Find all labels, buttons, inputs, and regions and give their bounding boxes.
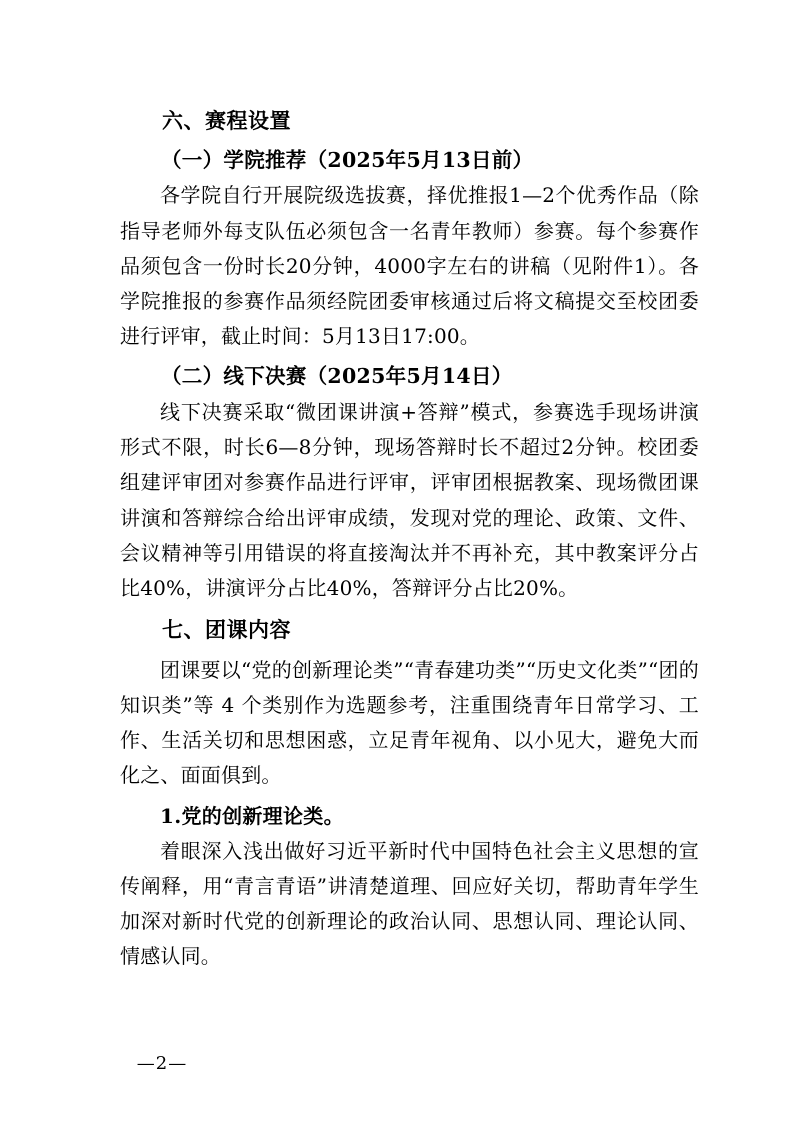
document-body <box>120 105 699 974</box>
item-heading-party-theory: 1.党的创新理论类。 <box>160 803 344 828</box>
paragraph-college-recommend: 各学院自行开展院级选拔赛，择优推报1—2个优秀作品（除指导老师外每支队伍必须包含一名青年教师）参赛。每个参赛作品须包含一份时长20分钟，4000字左右的讲稿（见附件1）。各学院推报的参赛作品须经院团委审核通过后将文稿提交至校团委进行评审，截止时间：5月13日17:00。 <box>120 183 699 349</box>
paragraph-offline-final: 线下决赛采取“微团课讲演+答辩”模式，参赛选手现场讲演形式不限，时长6—8分钟，现场答辩时长不超过2分钟。校团委组建评审团对参赛作品进行评审，评审团根据教案、现场微团课讲演和答辩综合给出评审成绩，发现对党的理论、政策、文件、会议精神等引用错误的将直接淘汰并不再补充，其中教案评分占比40%，讲演评分占比40%，答辩评分占比20%。 <box>120 400 699 601</box>
section-heading-six: 六、赛程设置 <box>162 108 291 133</box>
subsection-heading-college-recommend: （一）学院推荐（2025年5月13日前） <box>161 147 534 172</box>
section-heading-seven: 七、团课内容 <box>162 617 291 643</box>
page-number: —2— <box>136 1053 188 1074</box>
subsection-heading-offline-final: （二）线下决赛（2025年5月14日） <box>161 364 513 389</box>
paragraph-course-content-intro: 团课要以“党的创新理论类”“青春建功类”“历史文化类”“团的知识类”等 4 个类别作为选题参考，注重围绕青年日常学习、工作、生活关切和思想困惑，立足青年视角、以小见大，避免大而化之、面面俱到。 <box>120 657 699 788</box>
paragraph-party-theory: 着眼深入浅出做好习近平新时代中国特色社会主义思想的宣传阐释，用“青言青语”讲清楚道理、回应好关切，帮助青年学生加深对新时代党的创新理论的政治认同、思想认同、理论认同、情感认同。 <box>120 838 699 969</box>
